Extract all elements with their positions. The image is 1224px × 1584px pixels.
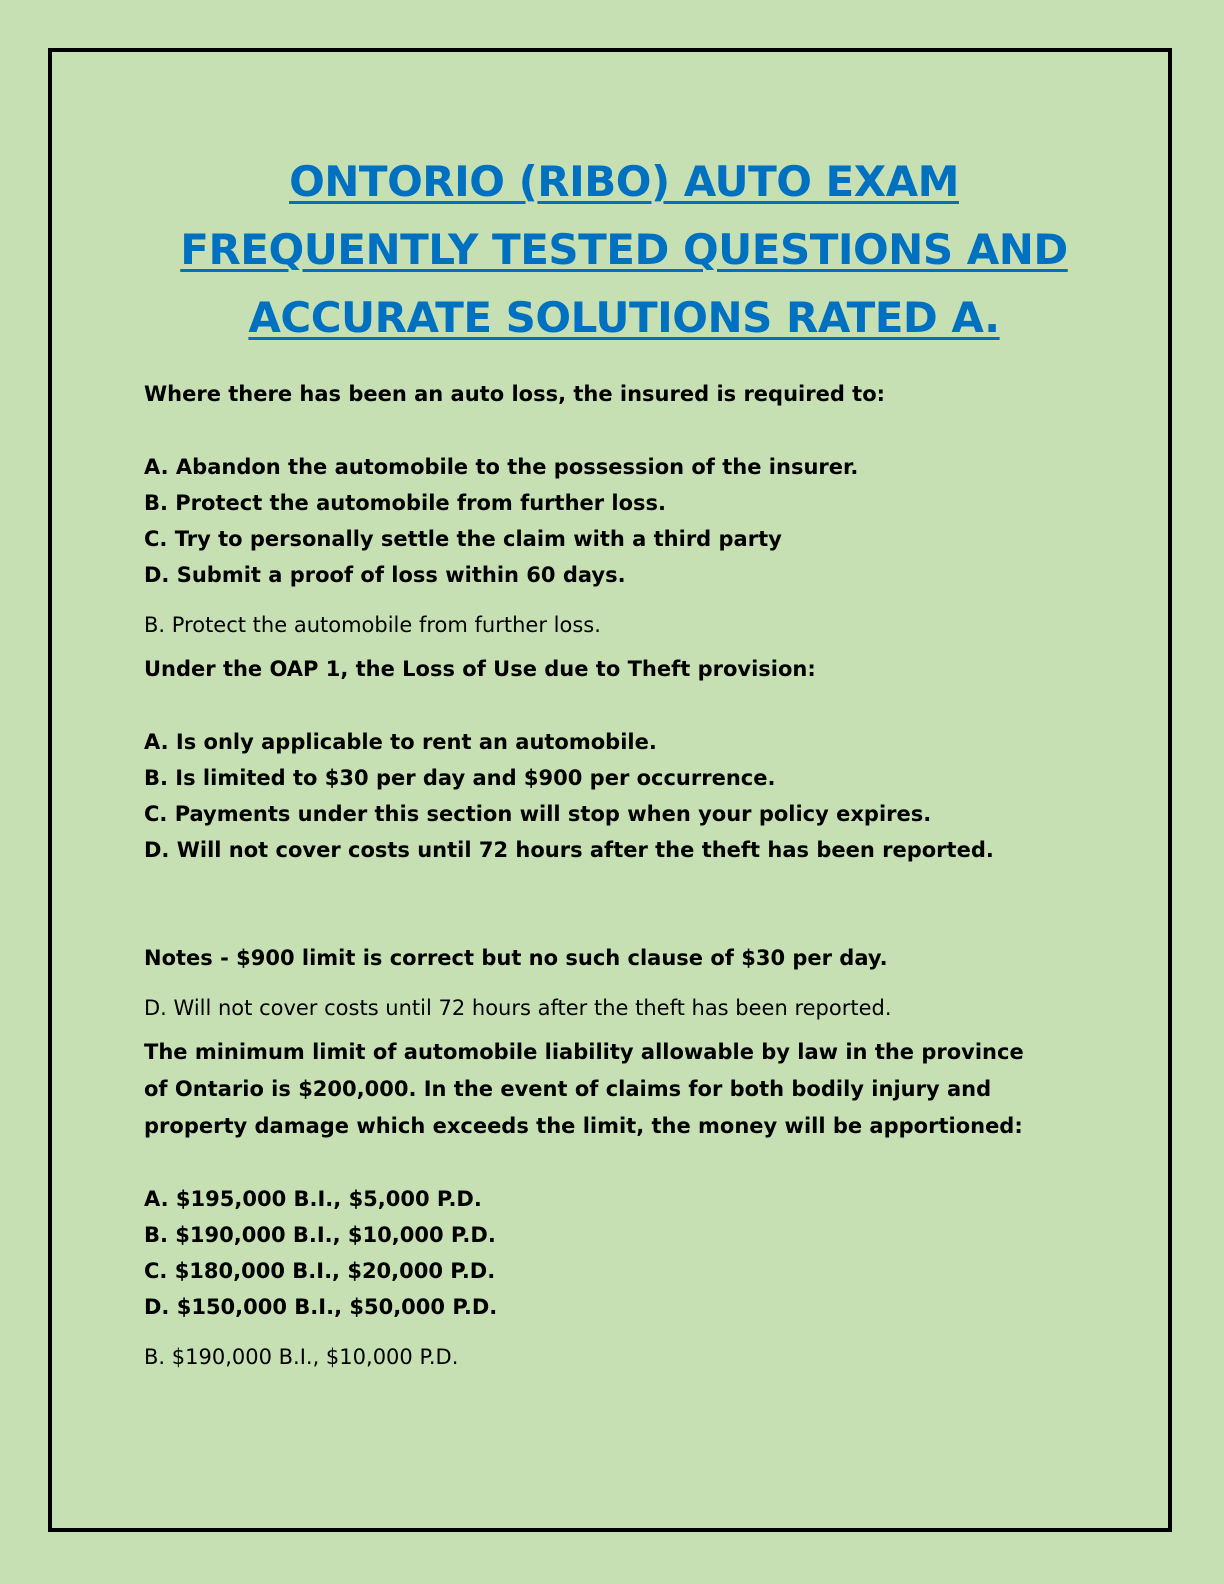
- option-c: C. Try to personally settle the claim with a third party: [144, 527, 782, 551]
- options-list: [144, 724, 1104, 868]
- options-list: [144, 449, 1104, 593]
- options-list: [144, 1181, 1104, 1325]
- option-c: C. Payments under this section will stop when your policy expires.: [144, 802, 932, 826]
- option-b: B. Protect the automobile from further loss.: [144, 491, 667, 515]
- answer-text: B. Protect the automobile from further loss.: [144, 613, 601, 637]
- option-b: B. $190,000 B.I., $10,000 P.D.: [144, 1223, 496, 1247]
- answer-text: B. $190,000 B.I., $10,000 P.D.: [144, 1345, 459, 1369]
- option-d: D. $150,000 B.I., $50,000 P.D.: [144, 1295, 498, 1319]
- note-text: Notes - $900 limit is correct but no such clause of $30 per day.: [144, 946, 888, 970]
- option-a: A. Abandon the automobile to the possession of the insurer.: [144, 455, 859, 479]
- question-block-2: [144, 651, 1104, 1026]
- option-d: D. Submit a proof of loss within 60 days.: [144, 563, 626, 587]
- question-block-1: [144, 376, 1104, 643]
- question-text: Where there has been an auto loss, the insured is required to:: [144, 382, 886, 406]
- question-block-3: [144, 1034, 1104, 1375]
- document-title: ONTORIO (RIBO) AUTO EXAM FREQUENTLY TESTED QUESTIONS AND ACCURATE SOLUTIONS RATED A.: [180, 157, 1068, 342]
- option-b: B. Is limited to $30 per day and $900 per occurrence.: [144, 766, 776, 790]
- option-a: A. $195,000 B.I., $5,000 P.D.: [144, 1187, 482, 1211]
- document-body: [144, 148, 1104, 1375]
- answer-text: D. Will not cover costs until 72 hours after the theft has been reported.: [144, 996, 892, 1020]
- option-d: D. Will not cover costs until 72 hours after the theft has been reported.: [144, 838, 994, 862]
- option-a: A. Is only applicable to rent an automobile.: [144, 730, 657, 754]
- option-c: C. $180,000 B.I., $20,000 P.D.: [144, 1259, 496, 1283]
- question-text: Under the OAP 1, the Loss of Use due to Theft provision:: [144, 657, 816, 681]
- question-text: The minimum limit of automobile liability allowable by law in the province of Ontario is $200,000. In the event of claims for both bodily injury and property damage which exceeds the limit, the money will be apportioned:: [144, 1040, 1024, 1138]
